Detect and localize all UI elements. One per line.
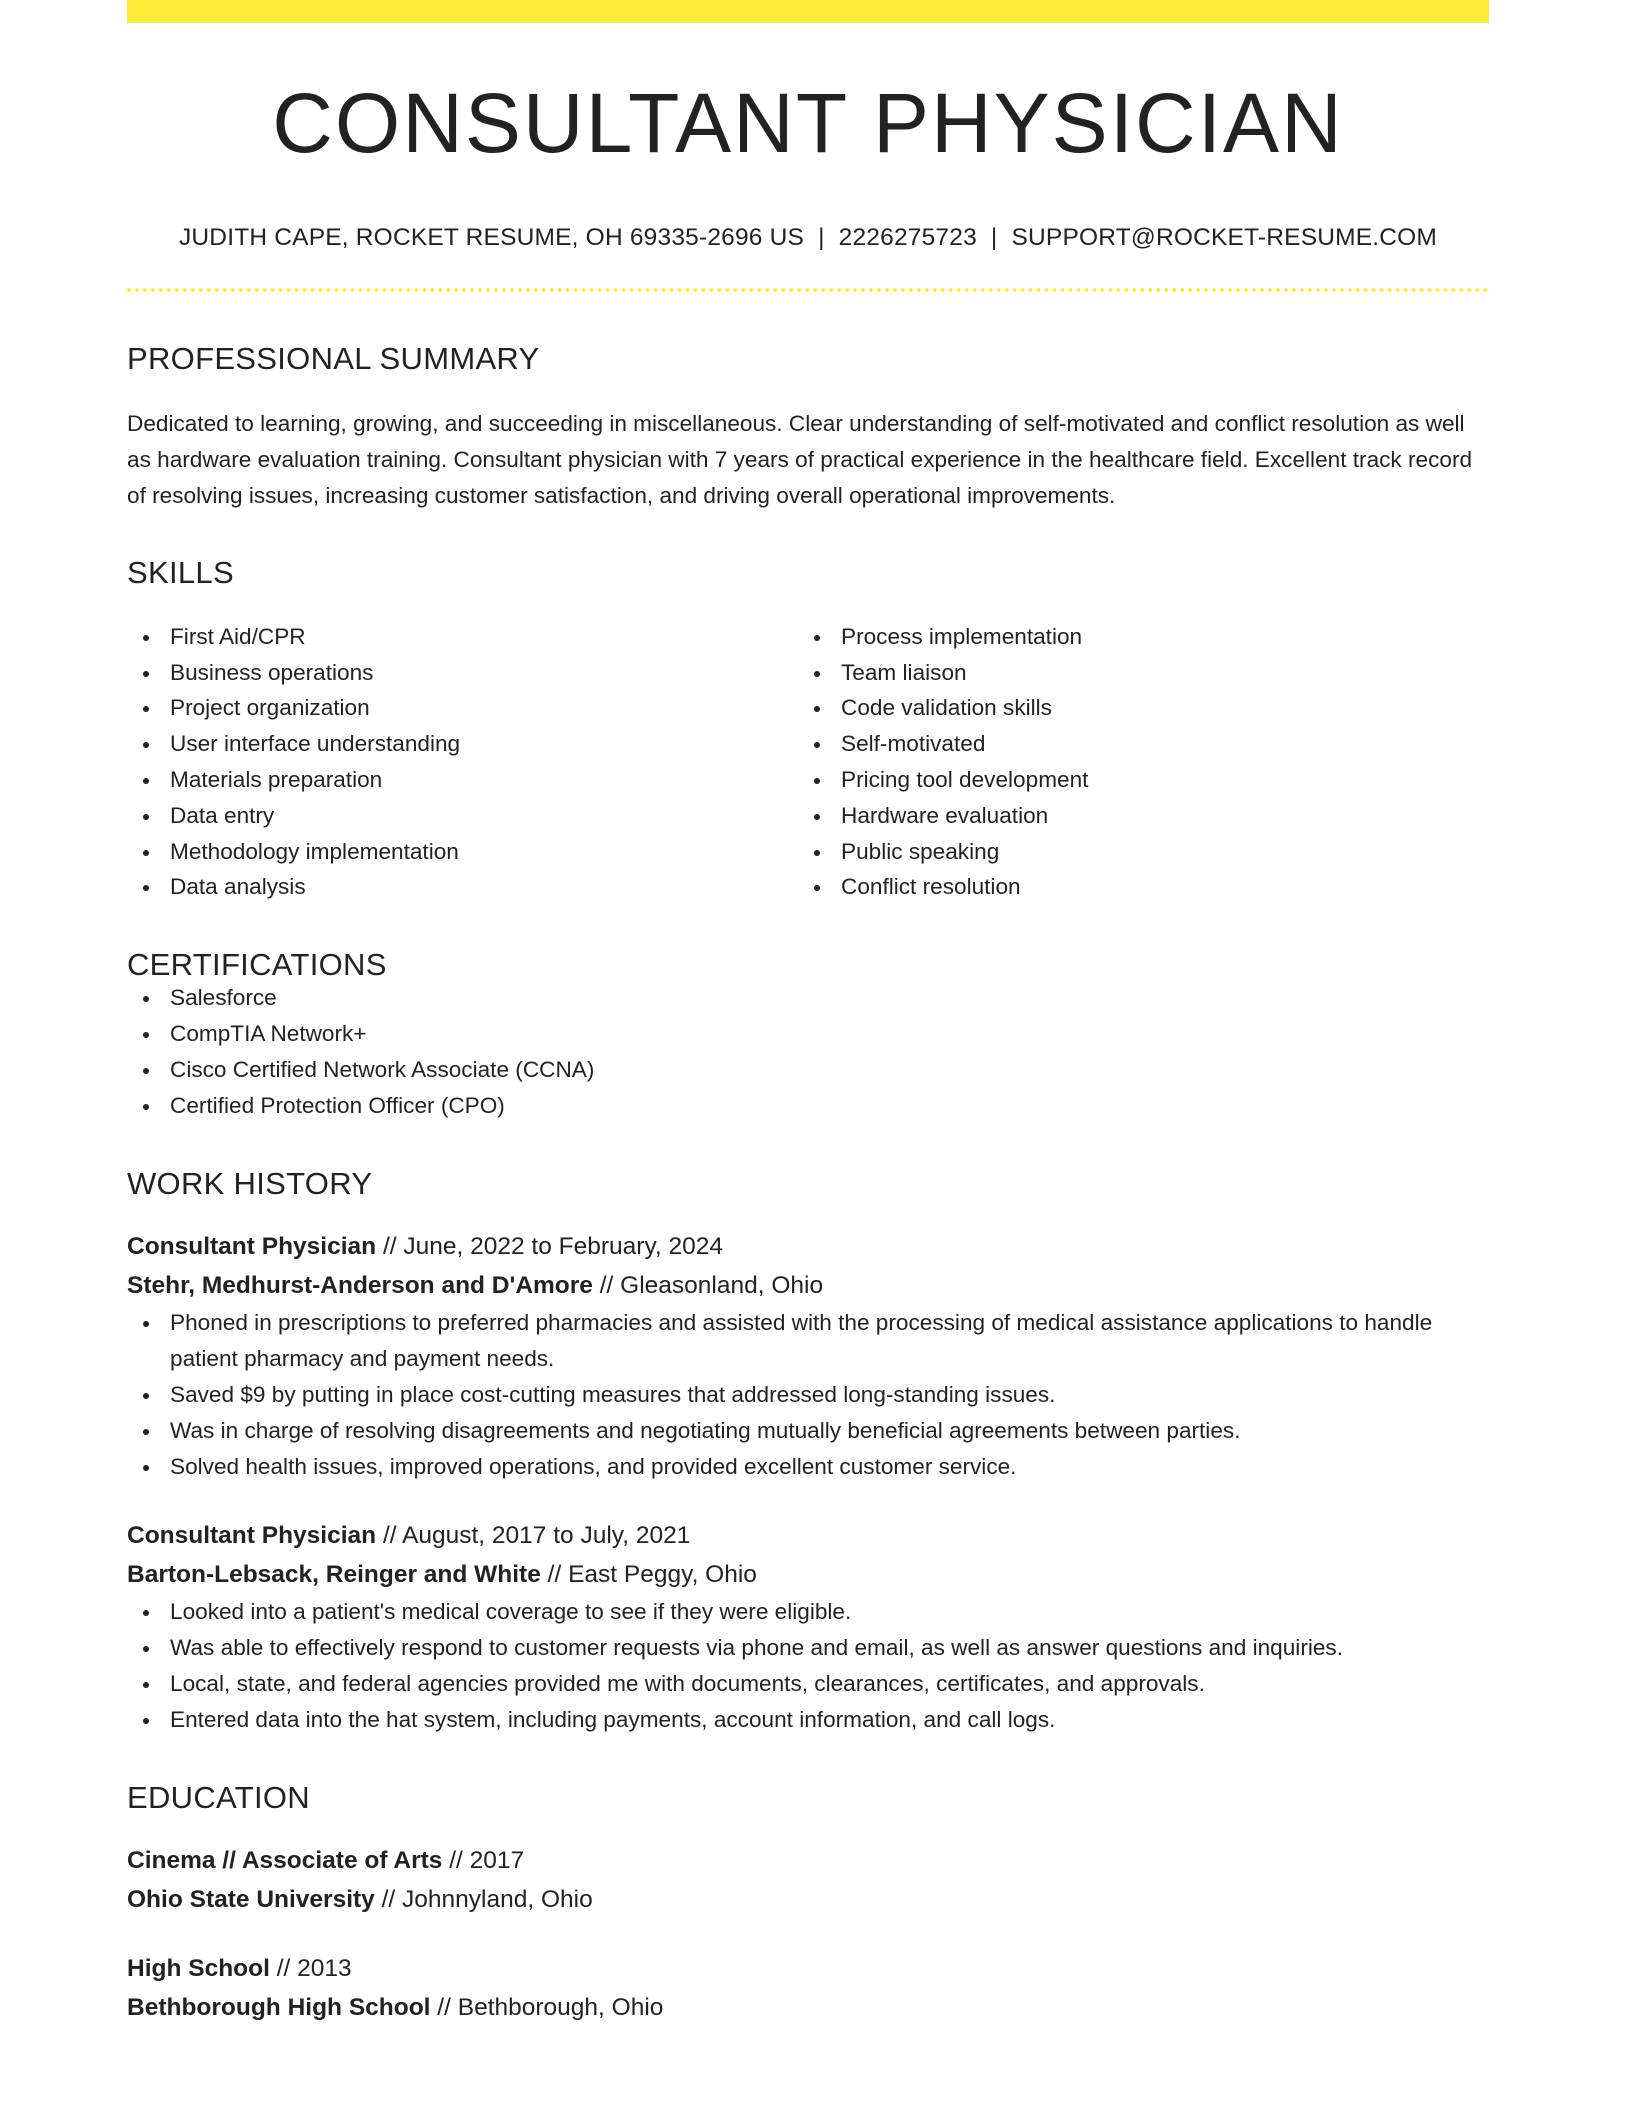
skill-item: Data entry [127,798,798,834]
skill-item: Methodology implementation [127,834,798,870]
certification-item: Certified Protection Officer (CPO) [127,1088,1489,1124]
summary-heading: PROFESSIONAL SUMMARY [127,341,540,377]
job-bullet: Local, state, and federal agencies provided me with documents, clearances, certificates, and approvals. [127,1666,1489,1702]
job-employer: Stehr, Medhurst-Anderson and D'Amore [127,1272,593,1300]
skills-list [127,619,1489,905]
job-entry [127,1227,1489,1484]
education-school: Ohio State University [127,1885,375,1913]
job-employer-line [127,1555,1489,1594]
skill-item: Self-motivated [798,726,1469,762]
skill-item: Pricing tool development [798,762,1469,798]
contact-phone: 2226275723 [838,224,977,251]
work-history-heading: WORK HISTORY [127,1166,373,1202]
education-location: // Bethborough, Ohio [430,1993,664,2021]
contact-line [127,223,1489,252]
education-degree-line [127,1841,1489,1880]
skill-item: Hardware evaluation [798,798,1469,834]
skill-item: User interface understanding [127,726,798,762]
resume-title: CONSULTANT PHYSICIAN [272,76,1344,170]
skill-item: Data analysis [127,869,798,905]
dotted-divider [127,288,1489,292]
summary-text: Dedicated to learning, growing, and succeeding in miscellaneous. Clear understanding of self-motivated and conflict resolution as well as hardware evaluation training. Consultant physician with 7 years of practical experience in the healthcare field. Excellent track record of resolving issues, increasing customer satisfaction, and driving overall operational improvements. [127,411,1473,508]
job-location: // Gleasonland, Ohio [592,1272,824,1300]
certification-item: Cisco Certified Network Associate (CCNA) [127,1052,1489,1088]
education-entry [127,1841,1489,1919]
job-bullets [127,1305,1489,1484]
job-location: // East Peggy, Ohio [540,1561,757,1589]
job-bullet: Entered data into the hat system, including payments, account information, and call logs. [127,1702,1489,1738]
job-dates: // August, 2017 to July, 2021 [376,1522,691,1550]
job-bullet: Was in charge of resolving disagreements and negotiating mutually beneficial agreements between parties. [127,1413,1489,1449]
contact-separator: | [990,224,998,251]
job-employer-line [127,1266,1489,1305]
skills-heading: SKILLS [127,554,234,590]
certifications-list [127,980,1489,1123]
skill-item: Process implementation [798,619,1469,655]
education-location: // Johnnyland, Ohio [374,1885,593,1913]
contact-separator: | [818,224,825,251]
job-role-line [127,1227,1489,1266]
job-entry [127,1516,1489,1737]
job-role: Consultant Physician [127,1522,377,1550]
job-bullets [127,1594,1489,1737]
education-year: // 2017 [442,1846,525,1874]
certification-item: CompTIA Network+ [127,1016,1489,1052]
job-role: Consultant Physician [127,1233,377,1261]
skill-item: Conflict resolution [798,869,1469,905]
skills-column-right [798,619,1469,905]
certification-item: Salesforce [127,980,1489,1016]
job-bullet: Phoned in prescriptions to preferred pharmacies and assisted with the processing of medical assistance applications to handle patient pharmacy and payment needs. [127,1305,1489,1377]
education-heading: EDUCATION [127,1779,310,1815]
education-degree: Cinema // Associate of Arts [127,1846,443,1874]
education-entry [127,1949,1489,2027]
skill-item: Code validation skills [798,690,1469,726]
education-degree-line [127,1949,1489,1988]
skills-column-left [127,619,798,905]
job-bullet: Looked into a patient's medical coverage to see if they were eligible. [127,1594,1489,1630]
job-bullet: Saved $9 by putting in place cost-cutting measures that addressed long-standing issues. [127,1377,1489,1413]
education-degree: High School [127,1954,270,1982]
accent-bar [127,0,1489,23]
job-employer: Barton-Lebsack, Reinger and White [127,1561,541,1589]
job-bullet: Was able to effectively respond to customer requests via phone and email, as well as answer questions and inquiries. [127,1630,1489,1666]
skill-item: Public speaking [798,834,1469,870]
skill-item: First Aid/CPR [127,619,798,655]
education-school: Bethborough High School [127,1993,431,2021]
job-bullet: Solved health issues, improved operations, and provided excellent customer service. [127,1449,1489,1485]
skill-item: Materials preparation [127,762,798,798]
resume-page [127,0,1489,2027]
skill-item: Business operations [127,655,798,691]
skill-item: Team liaison [798,655,1469,691]
education-year: // 2013 [269,1954,352,1982]
job-dates: // June, 2022 to February, 2024 [376,1233,723,1261]
job-role-line [127,1516,1489,1555]
education-school-line [127,1880,1489,1919]
contact-email: SUPPORT@ROCKET-RESUME.COM [1011,224,1438,251]
certifications-heading: CERTIFICATIONS [127,947,387,983]
contact-address: JUDITH CAPE, ROCKET RESUME, OH 69335-2696 US [178,224,805,251]
skill-item: Project organization [127,690,798,726]
education-school-line [127,1988,1489,2027]
